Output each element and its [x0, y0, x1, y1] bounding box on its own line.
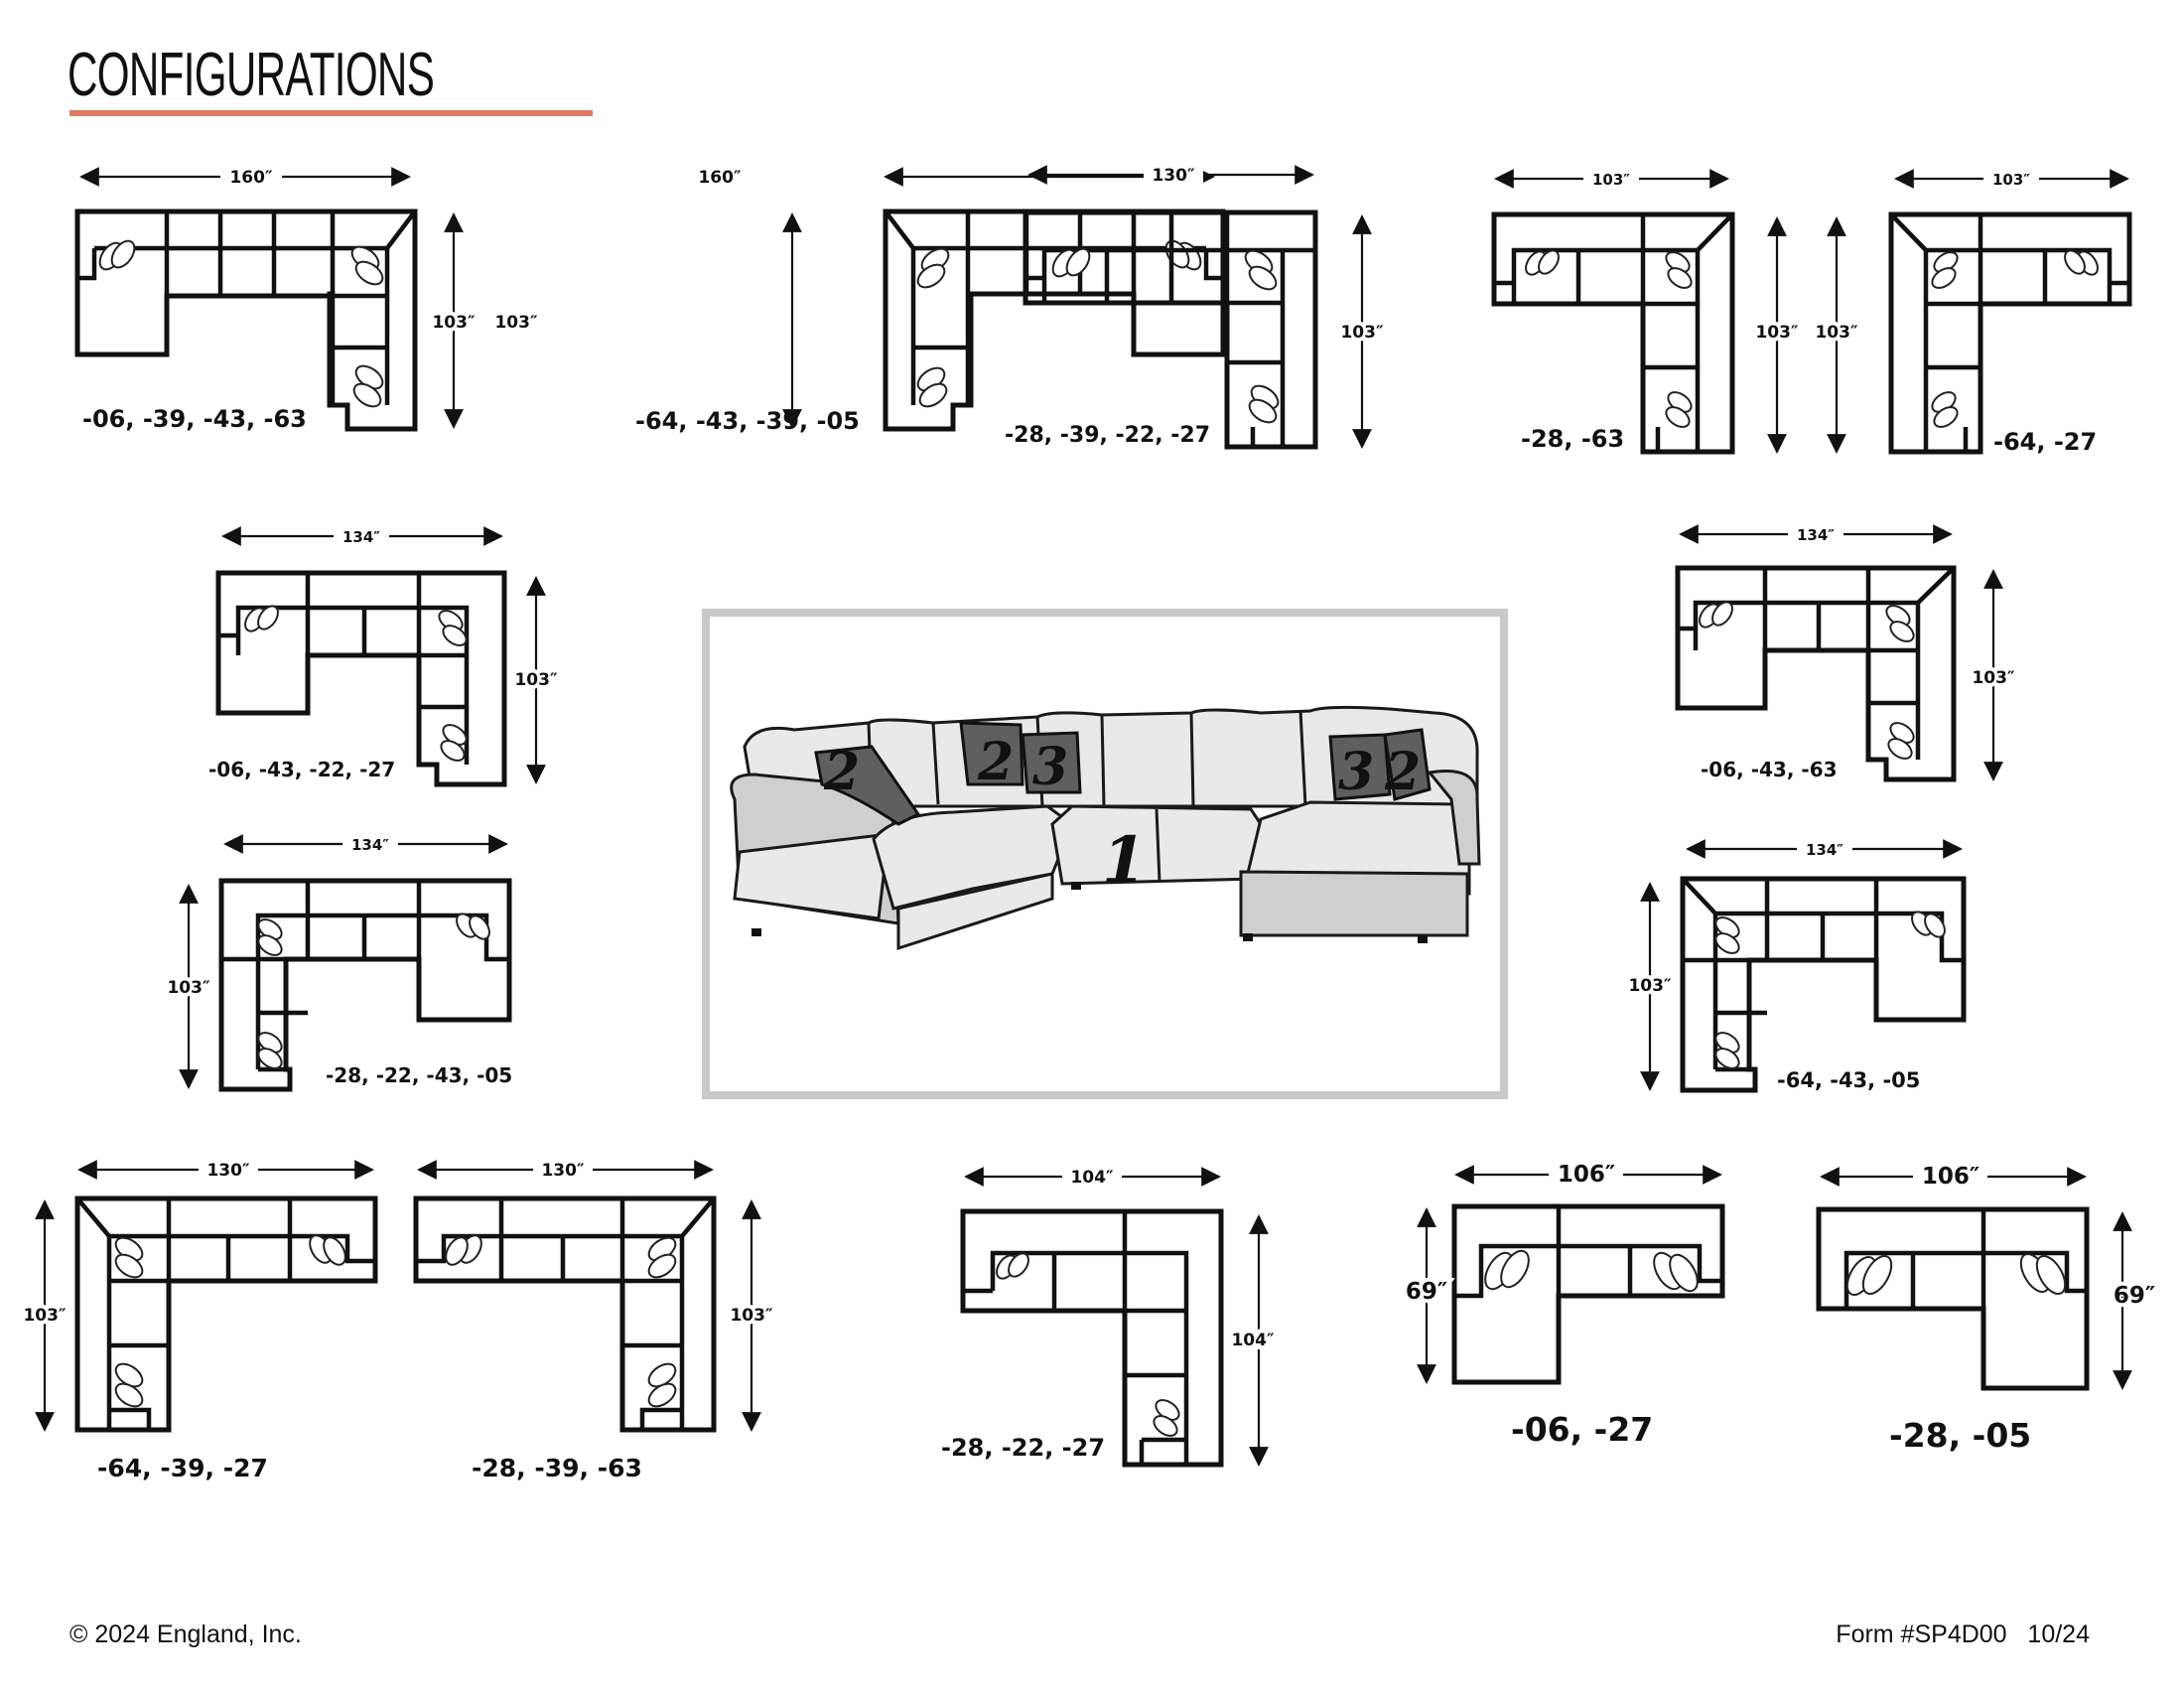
photo-piece-number: 3: [1338, 742, 1375, 802]
config-width-label: 160″: [698, 168, 742, 188]
config-codes: -06, -43, -22, -27: [208, 758, 396, 781]
config-width-label: 134″: [1805, 841, 1844, 859]
config-06-43-63: [1678, 523, 2015, 781]
config-width-label: 103″: [1991, 171, 2031, 189]
config-depth-label: 103″: [167, 978, 210, 998]
photo-piece-number: 2: [978, 732, 1015, 792]
config-codes: -28, -39, -63: [472, 1454, 642, 1482]
config-codes: -64, -43, -05: [1777, 1068, 1921, 1092]
config-depth-label: 69″: [1405, 1279, 1448, 1305]
config-codes: -28, -22, -43, -05: [326, 1063, 513, 1087]
config-width-label: 106″: [1921, 1164, 1980, 1190]
config-width-label: 134″: [341, 528, 381, 546]
photo-piece-number: 2: [1385, 742, 1422, 802]
config-depth-label: 103″: [1755, 323, 1799, 343]
config-width-label: 104″: [1070, 1168, 1114, 1188]
config-depth-label: 103″: [432, 313, 476, 333]
config-width-label: 103″: [1591, 171, 1631, 189]
config-depth-label: 103″: [514, 670, 558, 690]
config-depth-label: 103″: [730, 1306, 773, 1326]
config-codes: -06, -43, -63: [1701, 758, 1838, 781]
config-64-39-27: [23, 1159, 375, 1482]
sectional-photo: [706, 613, 1504, 1095]
config-28-22-43-05: [167, 833, 512, 1089]
config-28-63: [1494, 168, 1799, 453]
config-width-label: 134″: [1796, 526, 1836, 544]
config-codes: -28, -63: [1521, 425, 1625, 453]
form-number: Form #SP4D00 10/24: [1836, 1620, 2090, 1648]
config-06-39-43-63: [77, 165, 476, 433]
photo-piece-number: 2: [824, 742, 861, 802]
config-width-label: 130″: [206, 1161, 250, 1181]
config-depth-label: 103″: [23, 1306, 67, 1326]
config-depth-label: 103″: [1972, 668, 2015, 688]
config-codes: -64, -39, -27: [97, 1454, 268, 1482]
config-codes: -28, -39, -22, -27: [1005, 423, 1211, 448]
config-width-label: 160″: [229, 168, 273, 188]
config-depth-label: 103″: [1340, 323, 1384, 343]
config-codes: -28, -05: [1889, 1416, 2032, 1455]
config-depth-label: 69″: [2113, 1283, 2156, 1309]
config-28-39-22-27: [1005, 163, 1384, 448]
config-depth-label: 103″: [494, 313, 538, 333]
config-64-27: [1837, 179, 2129, 452]
config-codes: -64, -43, -39, -05: [635, 407, 860, 435]
config-codes: -64, -27: [1993, 428, 2098, 456]
photo-piece-number: 3: [1032, 737, 1069, 797]
config-width-label: 130″: [1152, 166, 1195, 186]
config-28-05: [1819, 1164, 2155, 1455]
config-codes: -28, -22, -27: [941, 1434, 1106, 1462]
config-depth-label: 104″: [1231, 1331, 1275, 1350]
config-64-43-05: [1628, 838, 1964, 1092]
config-codes: -06, -27: [1511, 1410, 1654, 1449]
config-depth-label: 103″: [1815, 323, 1858, 343]
photo-piece-number: 1: [1102, 823, 1147, 898]
config-06-43-22-27: [208, 525, 558, 784]
config-codes: -06, -39, -43, -63: [82, 405, 307, 433]
page-title: CONFIGURATIONS: [68, 41, 435, 109]
config-28-22-27: [941, 1166, 1275, 1465]
copyright-text: © 2024 England, Inc.: [69, 1620, 302, 1648]
config-depth-label: 103″: [1628, 976, 1672, 996]
config-width-label: 134″: [350, 836, 390, 854]
config-width-label: 130″: [541, 1161, 585, 1181]
config-06-27: [1406, 1162, 1722, 1449]
config-28-39-63: [416, 1170, 751, 1430]
config-width-label: 106″: [1557, 1162, 1616, 1188]
